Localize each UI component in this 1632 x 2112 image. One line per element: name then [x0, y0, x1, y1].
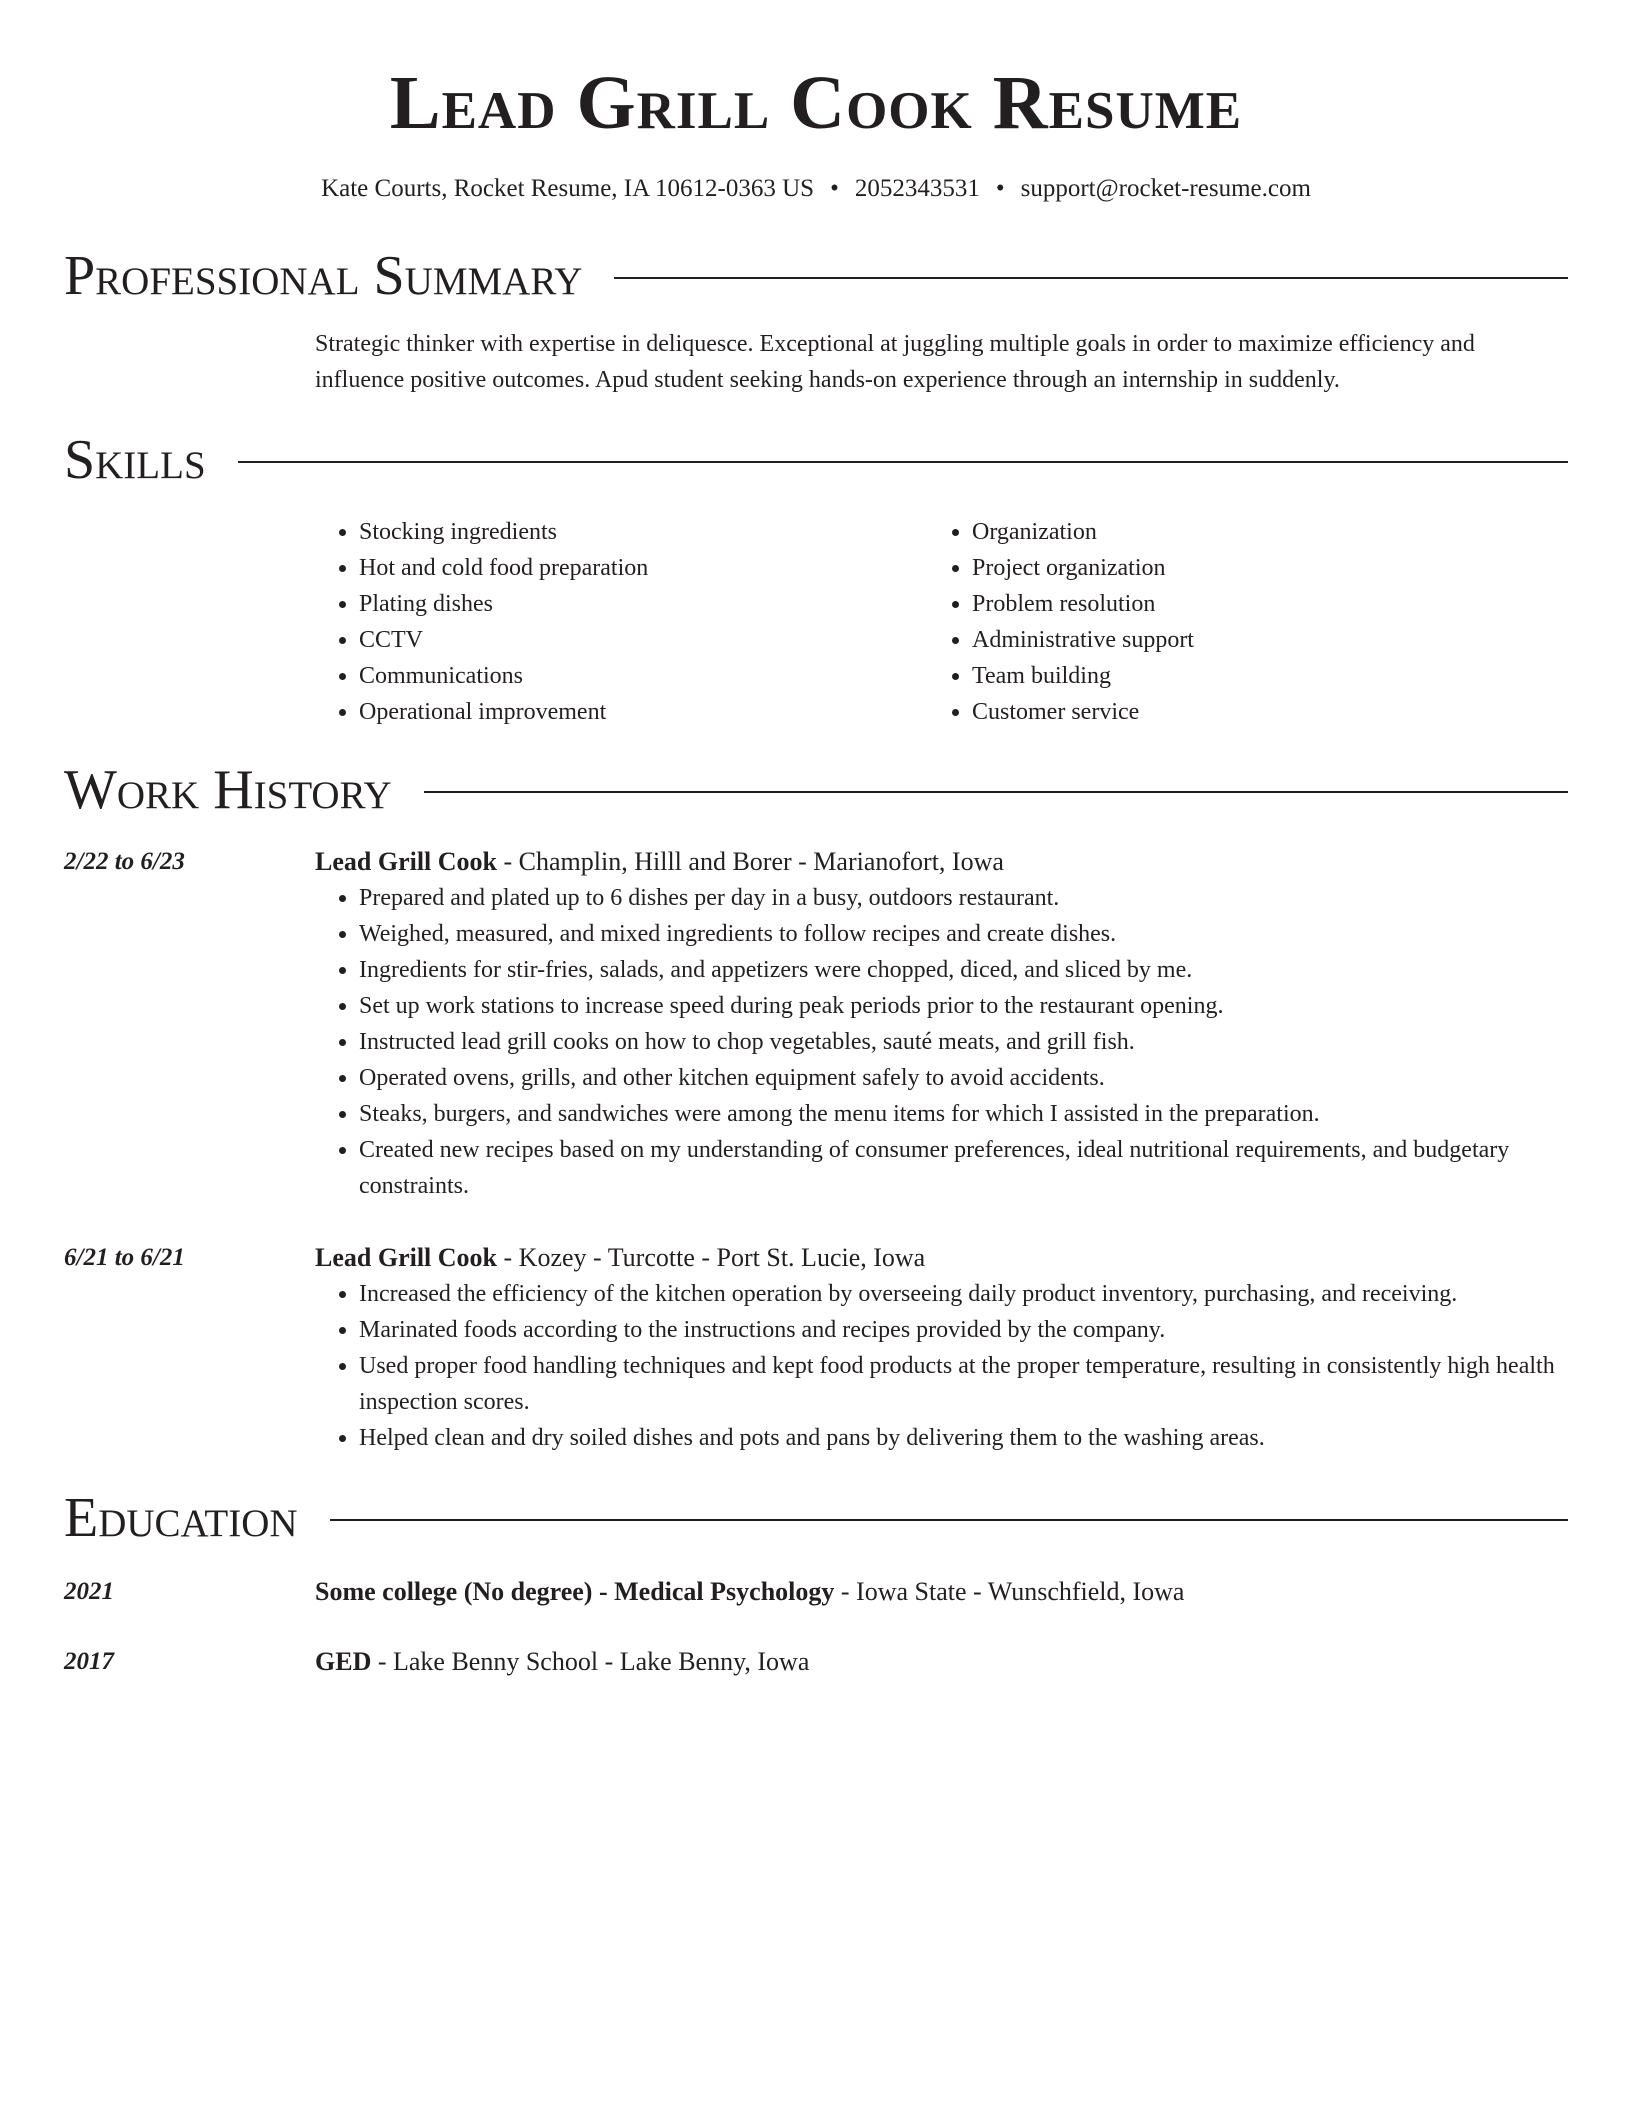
- job-employer: - Champlin, Hilll and Borer - Marianofort, Iowa: [497, 847, 1004, 876]
- job-bullets: [315, 880, 1568, 1204]
- education-degree: Some college (No degree) - Medical Psychology: [315, 1577, 835, 1606]
- education-school: - Lake Benny School - Lake Benny, Iowa: [371, 1647, 810, 1676]
- education-school: - Iowa State - Wunschfield, Iowa: [834, 1577, 1185, 1606]
- contact-phone: 2052343531: [854, 175, 980, 202]
- skills-column-left: [315, 514, 888, 730]
- job-title-line: [315, 1240, 1568, 1276]
- job-bullets: [315, 1276, 1568, 1456]
- skill-item: • CCTV: [359, 622, 888, 658]
- job-bullet: • Helped clean and dry soiled dishes and pots and pans by delivering them to the washing areas.: [359, 1420, 1568, 1456]
- summary-text: Strategic thinker with expertise in deliquesce. Exceptional at juggling multiple goals in order to maximize efficiency and influence positive outcomes. Apud student seeking hands-on experience through an internship in suddenly.: [315, 331, 1475, 393]
- job-bullet: • Instructed lead grill cooks on how to chop vegetables, sauté meats, and grill fish.: [359, 1024, 1568, 1060]
- job-bullet: • Weighed, measured, and mixed ingredients to follow recipes and create dishes.: [359, 916, 1568, 952]
- section-divider: [424, 791, 1568, 793]
- job-entry: [64, 1240, 1568, 1456]
- job-bullet: • Steaks, burgers, and sandwiches were among the menu items for which I assisted in the preparation.: [359, 1096, 1568, 1132]
- education-year: 2017: [64, 1648, 114, 1675]
- job-bullet: • Ingredients for stir-fries, salads, and appetizers were chopped, diced, and sliced by me.: [359, 952, 1568, 988]
- job-position: Lead Grill Cook: [315, 847, 498, 876]
- contact-line: [64, 172, 1568, 206]
- skills-heading: Skills: [64, 429, 206, 491]
- skill-item: • Hot and cold food preparation: [359, 550, 888, 586]
- skills-section-header: [64, 428, 1568, 492]
- education-degree: GED: [315, 1647, 372, 1676]
- work-section-header: [64, 758, 1568, 822]
- job-bullet: • Set up work stations to increase speed during peak periods prior to the restaurant opening.: [359, 988, 1568, 1024]
- education-line: [315, 1574, 1184, 1610]
- skill-item: • Communications: [359, 658, 888, 694]
- summary-section-header: [64, 244, 1568, 308]
- job-content: [315, 1240, 1568, 1456]
- skill-item: • Plating dishes: [359, 586, 888, 622]
- contact-address: Kate Courts, Rocket Resume, IA 10612-0363 US: [321, 175, 815, 202]
- skill-item: • Project organization: [972, 550, 1548, 586]
- work-heading: Work History: [64, 759, 392, 821]
- education-heading: Education: [64, 1487, 298, 1549]
- education-year: 2021: [64, 1578, 114, 1605]
- education-entry: [64, 1574, 1568, 1610]
- job-title-line: [315, 844, 1568, 880]
- skill-item: • Organization: [972, 514, 1548, 550]
- education-section-header: [64, 1486, 1568, 1550]
- job-bullet: • Increased the efficiency of the kitchen operation by overseeing daily product inventory, purchasing, and receiving.: [359, 1276, 1568, 1312]
- skill-item: • Customer service: [972, 694, 1548, 730]
- job-bullet: • Used proper food handling techniques and kept food products at the proper temperature, resulting in consistently high health inspection scores.: [359, 1348, 1568, 1420]
- education-entry: [64, 1644, 1568, 1680]
- education-line: [315, 1644, 809, 1680]
- job-bullet: • Marinated foods according to the instructions and recipes provided by the company.: [359, 1312, 1568, 1348]
- job-bullet: • Prepared and plated up to 6 dishes per day in a busy, outdoors restaurant.: [359, 880, 1568, 916]
- job-employer: - Kozey - Turcotte - Port St. Lucie, Iowa: [497, 1243, 926, 1272]
- skills-column-right: [928, 514, 1548, 730]
- job-bullet: • Created new recipes based on my understanding of consumer preferences, ideal nutritional requirements, and budgetary constraints.: [359, 1132, 1568, 1204]
- skill-item: • Problem resolution: [972, 586, 1548, 622]
- skill-item: • Team building: [972, 658, 1548, 694]
- section-divider: [614, 277, 1568, 279]
- job-content: [315, 844, 1568, 1204]
- job-entry: [64, 844, 1568, 1204]
- contact-separator: •: [995, 175, 1005, 202]
- job-bullet: • Operated ovens, grills, and other kitchen equipment safely to avoid accidents.: [359, 1060, 1568, 1096]
- skill-item: • Administrative support: [972, 622, 1548, 658]
- skill-item: • Operational improvement: [359, 694, 888, 730]
- resume-page: [64, 0, 1568, 1680]
- job-dates: 6/21 to 6/21: [64, 1244, 185, 1271]
- job-dates: 2/22 to 6/23: [64, 848, 185, 875]
- section-divider: [330, 1519, 1568, 1521]
- job-position: Lead Grill Cook: [315, 1243, 498, 1272]
- resume-title: Lead Grill Cook Resume: [389, 61, 1243, 145]
- summary-heading: Professional Summary: [64, 245, 583, 307]
- section-divider: [238, 461, 1568, 463]
- skills-list: [315, 514, 1568, 730]
- contact-separator: •: [830, 175, 839, 202]
- skill-item: • Stocking ingredients: [359, 514, 888, 550]
- contact-email: support@rocket-resume.com: [1020, 175, 1311, 202]
